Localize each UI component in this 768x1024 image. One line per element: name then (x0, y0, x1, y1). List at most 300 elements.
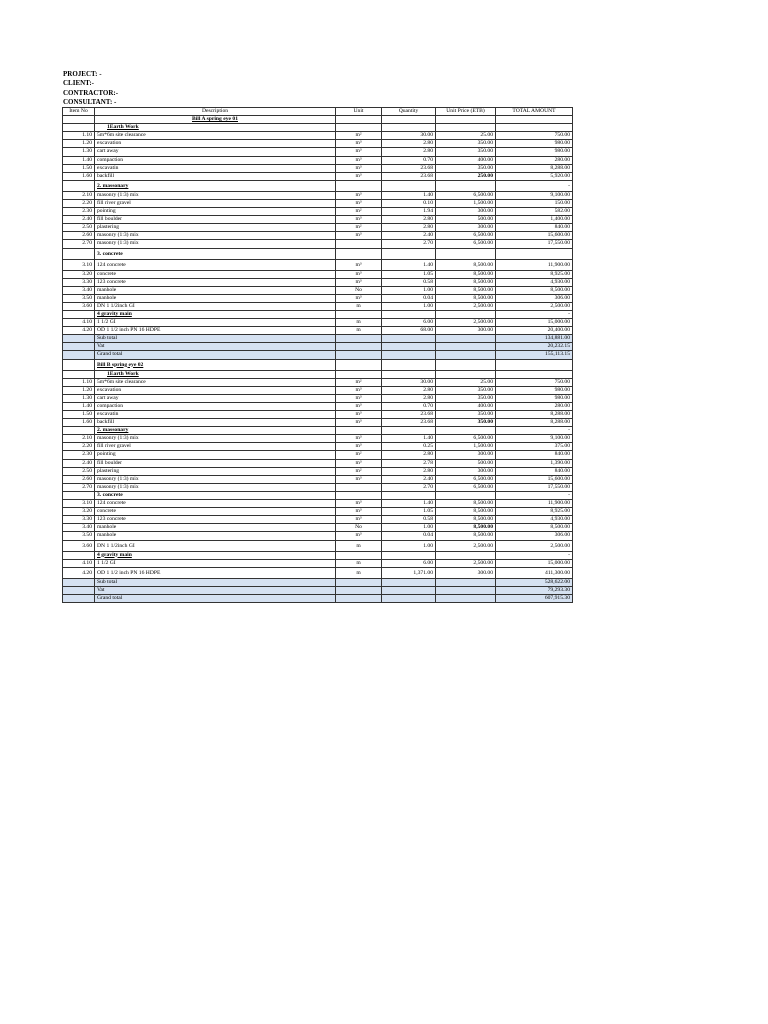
table-row (63, 500, 573, 508)
item-no-cell: 4.20 (63, 567, 95, 578)
item-no-cell (63, 180, 95, 191)
total-amount-cell (496, 370, 573, 378)
total-amount-cell: 8,500.00 (496, 524, 573, 532)
table-row (63, 411, 573, 419)
table-row (63, 394, 573, 402)
unit-cell: m³ (336, 164, 382, 172)
unit-cell: m (336, 540, 382, 551)
total-amount-cell: - (496, 180, 573, 191)
description-cell: manhole (95, 286, 336, 294)
project-label: PROJECT: - (63, 70, 102, 78)
description-cell: 4 gravity main (95, 551, 336, 559)
description-cell: Bill A spring eye 01 (95, 116, 336, 124)
total-amount-cell: 2,500.00 (496, 540, 573, 551)
table-row (63, 199, 573, 207)
description-cell: masonry (1:3) mix (95, 240, 336, 248)
unit-price-cell: 350.00 (436, 164, 496, 172)
table-row (63, 191, 573, 199)
unit-cell: m³ (336, 419, 382, 427)
total-amount-cell: 8,288.00 (496, 164, 573, 172)
table-row (63, 172, 573, 180)
unit-price-cell: 400.00 (436, 156, 496, 164)
unit-price-cell: 8,500.00 (436, 270, 496, 278)
section-header-row (63, 427, 573, 435)
unit-price-cell: 1,500.00 (436, 199, 496, 207)
total-amount-cell: 8,925.00 (496, 508, 573, 516)
quantity-cell: 1.40 (382, 435, 436, 443)
table-row (63, 224, 573, 232)
total-amount-cell: 980.00 (496, 394, 573, 402)
unit-cell: m² (336, 208, 382, 216)
unit-price-cell: 6,500.00 (436, 191, 496, 199)
table-row (63, 286, 573, 294)
unit-cell (336, 116, 382, 124)
description-cell: fill river gravel (95, 443, 336, 451)
item-no-cell (63, 248, 95, 259)
unit-price-cell: 6,500.00 (436, 435, 496, 443)
description-cell: fill river gravel (95, 199, 336, 207)
unit-price-cell (436, 335, 496, 343)
quantity-cell: 1.00 (382, 540, 436, 551)
description-cell: backfill (95, 172, 336, 180)
total-amount-cell: 17,550.00 (496, 483, 573, 491)
description-cell: Sub total (95, 335, 336, 343)
item-no-cell: 1.40 (63, 402, 95, 410)
unit-cell: m² (336, 451, 382, 459)
item-no-cell: 1.20 (63, 140, 95, 148)
description-cell: masonry (1:3) mix (95, 232, 336, 240)
unit-price-cell: 8,500.00 (436, 532, 496, 540)
total-amount-cell: 15,000.00 (496, 559, 573, 567)
item-no-cell: 1.10 (63, 132, 95, 140)
unit-price-cell (436, 427, 496, 435)
table-row (63, 319, 573, 327)
quantity-cell: 2.80 (382, 148, 436, 156)
table-row (63, 516, 573, 524)
quantity-cell (382, 343, 436, 351)
total-amount-cell: 9,100.00 (496, 435, 573, 443)
item-no-cell: 1.40 (63, 156, 95, 164)
item-no-cell (63, 116, 95, 124)
unit-price-cell (436, 586, 496, 594)
unit-cell: m³ (336, 270, 382, 278)
quantity-cell (382, 335, 436, 343)
unit-price-cell (436, 594, 496, 602)
unit-price-cell (436, 310, 496, 318)
item-no-cell: 2.70 (63, 240, 95, 248)
total-amount-cell: 411,300.00 (496, 567, 573, 578)
unit-cell: m³ (336, 394, 382, 402)
quantity-cell: 0.70 (382, 156, 436, 164)
table-row (63, 451, 573, 459)
quantity-cell (382, 359, 436, 370)
item-no-cell: 4.20 (63, 327, 95, 335)
table-row (63, 148, 573, 156)
quantity-cell (382, 586, 436, 594)
description-cell: excavatin (95, 411, 336, 419)
quantity-cell: 1.00 (382, 286, 436, 294)
total-amount-cell (496, 359, 573, 370)
description-cell: DN 1 1/2inch GI (95, 540, 336, 551)
item-no-cell: 3.50 (63, 294, 95, 302)
unit-price-cell (436, 551, 496, 559)
quantity-cell (382, 594, 436, 602)
total-amount-cell: 280.00 (496, 402, 573, 410)
unit-price-cell: 2,500.00 (436, 559, 496, 567)
unit-cell: m³ (336, 435, 382, 443)
table-header-row (63, 108, 573, 116)
unit-price-cell: 8,500.00 (436, 516, 496, 524)
unit-price-cell: 500.00 (436, 216, 496, 224)
table-row (63, 240, 573, 248)
description-cell: backfill (95, 419, 336, 427)
unit-cell: m³ (336, 294, 382, 302)
col-header-item-no: Item No (63, 108, 95, 116)
unit-price-cell: 300.00 (436, 567, 496, 578)
unit-cell (336, 578, 382, 586)
item-no-cell (63, 343, 95, 351)
unit-price-cell: 500.00 (436, 459, 496, 467)
item-no-cell: 2.40 (63, 216, 95, 224)
description-cell: 2. massonary (95, 427, 336, 435)
unit-price-cell: 2,500.00 (436, 319, 496, 327)
consultant-label: CONSULTANT: - (63, 97, 117, 106)
table-row (63, 567, 573, 578)
total-amount-cell: 11,900.00 (496, 259, 573, 270)
unit-price-cell (436, 124, 496, 132)
section-header-row (63, 124, 573, 132)
quantity-cell (382, 116, 436, 124)
quantity-cell: 0.04 (382, 532, 436, 540)
total-amount-cell: 15,600.00 (496, 232, 573, 240)
bill-title-row (63, 116, 573, 124)
total-amount-cell: - (496, 427, 573, 435)
unit-cell: m (336, 302, 382, 310)
table-row (63, 524, 573, 532)
quantity-cell: 68.00 (382, 327, 436, 335)
total-amount-cell: - (496, 491, 573, 499)
item-no-cell: 2.60 (63, 232, 95, 240)
item-no-cell: 2.60 (63, 475, 95, 483)
unit-price-cell: 300.00 (436, 467, 496, 475)
bill-of-quantities-table (62, 107, 573, 603)
unit-price-cell: 8,500.00 (436, 524, 496, 532)
unit-cell (336, 248, 382, 259)
description-cell: Vat (95, 586, 336, 594)
unit-price-cell: 350.00 (436, 411, 496, 419)
total-amount-cell: 980.00 (496, 140, 573, 148)
table-row (63, 132, 573, 140)
unit-cell (336, 343, 382, 351)
item-no-cell: 1.50 (63, 411, 95, 419)
table-row (63, 216, 573, 224)
unit-price-cell: 6,500.00 (436, 483, 496, 491)
item-no-cell: 3.10 (63, 259, 95, 270)
quantity-cell: 2.70 (382, 483, 436, 491)
client-label: CLIENT:- (63, 79, 94, 88)
total-amount-cell: 9,100.00 (496, 191, 573, 199)
quantity-cell: 2.80 (382, 140, 436, 148)
unit-cell: No (336, 524, 382, 532)
description-cell: 4 gravity main (95, 310, 336, 318)
total-amount-cell: 8,288.00 (496, 411, 573, 419)
item-no-cell (63, 594, 95, 602)
description-cell: 3. concrete (95, 491, 336, 499)
section-header-row (63, 310, 573, 318)
total-amount-cell: 840.00 (496, 224, 573, 232)
unit-price-cell: 400.00 (436, 402, 496, 410)
quantity-cell (382, 124, 436, 132)
quantity-cell: 2.80 (382, 216, 436, 224)
unit-cell (336, 351, 382, 359)
quantity-cell (382, 310, 436, 318)
item-no-cell (63, 351, 95, 359)
quantity-cell: 2.40 (382, 475, 436, 483)
description-cell: fill boulder (95, 216, 336, 224)
unit-cell: m³ (336, 278, 382, 286)
total-amount-cell: 11,900.00 (496, 500, 573, 508)
total-amount-cell: 134,881.00 (496, 335, 573, 343)
quantity-cell: 0.70 (382, 402, 436, 410)
contractor-label: CONTRACTOR:- (63, 88, 119, 97)
summary-row (63, 594, 573, 602)
unit-cell (336, 310, 382, 318)
unit-cell (336, 240, 382, 248)
quantity-cell: 1.00 (382, 302, 436, 310)
description-cell: pointing (95, 208, 336, 216)
col-header-unit-price: Unit Price (ETB) (436, 108, 496, 116)
unit-price-cell: 6,500.00 (436, 475, 496, 483)
total-amount-cell: 15,000.00 (496, 319, 573, 327)
item-no-cell: 2.20 (63, 443, 95, 451)
unit-price-cell: 350.00 (436, 394, 496, 402)
total-amount-cell: 8,925.00 (496, 270, 573, 278)
quantity-cell: 1.00 (382, 524, 436, 532)
unit-cell: m³ (336, 140, 382, 148)
unit-cell: m³ (336, 172, 382, 180)
unit-cell: m² (336, 467, 382, 475)
item-no-cell: 3.30 (63, 278, 95, 286)
unit-cell: m³ (336, 156, 382, 164)
quantity-cell: 2.80 (382, 451, 436, 459)
unit-cell: m³ (336, 259, 382, 270)
quantity-cell: 1.05 (382, 508, 436, 516)
quantity-cell: 2.80 (382, 394, 436, 402)
item-no-cell: 2.70 (63, 483, 95, 491)
unit-price-cell: 2,500.00 (436, 540, 496, 551)
item-no-cell (63, 551, 95, 559)
table-row (63, 540, 573, 551)
total-amount-cell: 17,550.00 (496, 240, 573, 248)
unit-cell: m³ (336, 386, 382, 394)
unit-price-cell: 250.00 (436, 172, 496, 180)
description-cell: masonry (1:3) mix (95, 483, 336, 491)
quantity-cell: 23.68 (382, 172, 436, 180)
unit-cell: m³ (336, 199, 382, 207)
description-cell: Grand total (95, 594, 336, 602)
description-cell: Grand total (95, 351, 336, 359)
item-no-cell: 2.50 (63, 467, 95, 475)
description-cell: manhole (95, 524, 336, 532)
unit-price-cell: 8,500.00 (436, 294, 496, 302)
total-amount-cell: 306.00 (496, 294, 573, 302)
document-header (63, 70, 118, 107)
description-cell: 124 concrete (95, 500, 336, 508)
table-row (63, 475, 573, 483)
total-amount-cell: 528,622.00 (496, 578, 573, 586)
quantity-cell: 2.70 (382, 240, 436, 248)
description-cell: 1Earth Work (95, 370, 336, 378)
item-no-cell: 3.40 (63, 524, 95, 532)
table-row (63, 435, 573, 443)
item-no-cell: 1.10 (63, 378, 95, 386)
item-no-cell: 2.40 (63, 459, 95, 467)
unit-cell: m³ (336, 232, 382, 240)
unit-cell: m (336, 327, 382, 335)
item-no-cell (63, 359, 95, 370)
item-no-cell: 1.60 (63, 172, 95, 180)
quantity-cell: 30.00 (382, 132, 436, 140)
total-amount-cell: - (496, 310, 573, 318)
unit-price-cell (436, 343, 496, 351)
description-cell: Bill B spring eye 02 (95, 359, 336, 370)
section-header-row (63, 248, 573, 259)
unit-cell: m³ (336, 216, 382, 224)
unit-cell: m³ (336, 191, 382, 199)
unit-price-cell (436, 370, 496, 378)
item-no-cell: 2.10 (63, 435, 95, 443)
item-no-cell: 2.50 (63, 224, 95, 232)
unit-cell (336, 180, 382, 191)
unit-cell: m³ (336, 411, 382, 419)
quantity-cell: 1.05 (382, 270, 436, 278)
unit-price-cell: 350.00 (436, 419, 496, 427)
quantity-cell: 1.40 (382, 191, 436, 199)
unit-cell: m³ (336, 508, 382, 516)
unit-price-cell: 25.00 (436, 132, 496, 140)
quantity-cell: 23.68 (382, 419, 436, 427)
unit-price-cell: 6,500.00 (436, 232, 496, 240)
total-amount-cell: 150.00 (496, 199, 573, 207)
unit-cell: m² (336, 132, 382, 140)
item-no-cell: 3.30 (63, 516, 95, 524)
item-no-cell (63, 335, 95, 343)
quantity-cell: 0.58 (382, 516, 436, 524)
total-amount-cell: 4,930.00 (496, 278, 573, 286)
description-cell: 5m*6m site clearance (95, 132, 336, 140)
description-cell: concrete (95, 270, 336, 278)
total-amount-cell: 750.00 (496, 132, 573, 140)
description-cell: compaction (95, 156, 336, 164)
col-header-quantity: Quantity (382, 108, 436, 116)
table-row (63, 164, 573, 172)
item-no-cell: 2.20 (63, 199, 95, 207)
item-no-cell: 3.20 (63, 270, 95, 278)
unit-cell: m² (336, 224, 382, 232)
quantity-cell: 1.40 (382, 500, 436, 508)
description-cell: 1Earth Work (95, 124, 336, 132)
description-cell: plastering (95, 224, 336, 232)
total-amount-cell: 5,920.00 (496, 172, 573, 180)
description-cell: manhole (95, 532, 336, 540)
unit-price-cell (436, 180, 496, 191)
item-no-cell: 1.30 (63, 394, 95, 402)
total-amount-cell (496, 248, 573, 259)
quantity-cell (382, 491, 436, 499)
table-row (63, 402, 573, 410)
table-row (63, 386, 573, 394)
total-amount-cell: 20,232.15 (496, 343, 573, 351)
quantity-cell (382, 351, 436, 359)
quantity-cell: 1.94 (382, 208, 436, 216)
total-amount-cell: 4,930.00 (496, 516, 573, 524)
unit-price-cell (436, 359, 496, 370)
item-no-cell: 1.50 (63, 164, 95, 172)
summary-row (63, 335, 573, 343)
item-no-cell: 2.30 (63, 451, 95, 459)
unit-cell: m (336, 567, 382, 578)
summary-row (63, 586, 573, 594)
quantity-cell (382, 370, 436, 378)
total-amount-cell: 8,500.00 (496, 286, 573, 294)
unit-cell (336, 335, 382, 343)
unit-cell (336, 491, 382, 499)
description-cell: fill boulder (95, 459, 336, 467)
quantity-cell: 2.40 (382, 232, 436, 240)
table-row (63, 532, 573, 540)
total-amount-cell: 1,400.00 (496, 216, 573, 224)
quantity-cell: 0.58 (382, 278, 436, 286)
description-cell: 123 concrete (95, 278, 336, 286)
unit-cell (336, 551, 382, 559)
section-header-row (63, 370, 573, 378)
item-no-cell (63, 578, 95, 586)
total-amount-cell: 2,500.00 (496, 302, 573, 310)
description-cell: cart away (95, 148, 336, 156)
description-cell: masonry (1:3) mix (95, 475, 336, 483)
summary-row (63, 343, 573, 351)
unit-price-cell: 350.00 (436, 148, 496, 156)
item-no-cell (63, 310, 95, 318)
table-row (63, 443, 573, 451)
total-amount-cell: 1,390.00 (496, 459, 573, 467)
unit-price-cell: 350.00 (436, 140, 496, 148)
table-row (63, 327, 573, 335)
unit-cell: No (336, 286, 382, 294)
quantity-cell: 2.80 (382, 386, 436, 394)
section-header-row (63, 180, 573, 191)
item-no-cell: 3.20 (63, 508, 95, 516)
unit-price-cell: 2,500.00 (436, 302, 496, 310)
quantity-cell: 6.00 (382, 319, 436, 327)
item-no-cell: 3.10 (63, 500, 95, 508)
table-row (63, 156, 573, 164)
item-no-cell: 2.10 (63, 191, 95, 199)
quantity-cell (382, 180, 436, 191)
unit-cell: m² (336, 378, 382, 386)
item-no-cell: 1.20 (63, 386, 95, 394)
quantity-cell (382, 578, 436, 586)
total-amount-cell: 750.00 (496, 378, 573, 386)
unit-price-cell: 350.00 (436, 386, 496, 394)
description-cell: cart away (95, 394, 336, 402)
description-cell: 1 1/2 GI (95, 319, 336, 327)
quantity-cell: 23.68 (382, 411, 436, 419)
unit-price-cell: 300.00 (436, 327, 496, 335)
total-amount-cell: 840.00 (496, 467, 573, 475)
total-amount-cell: - (496, 551, 573, 559)
total-amount-cell: 155,113.15 (496, 351, 573, 359)
